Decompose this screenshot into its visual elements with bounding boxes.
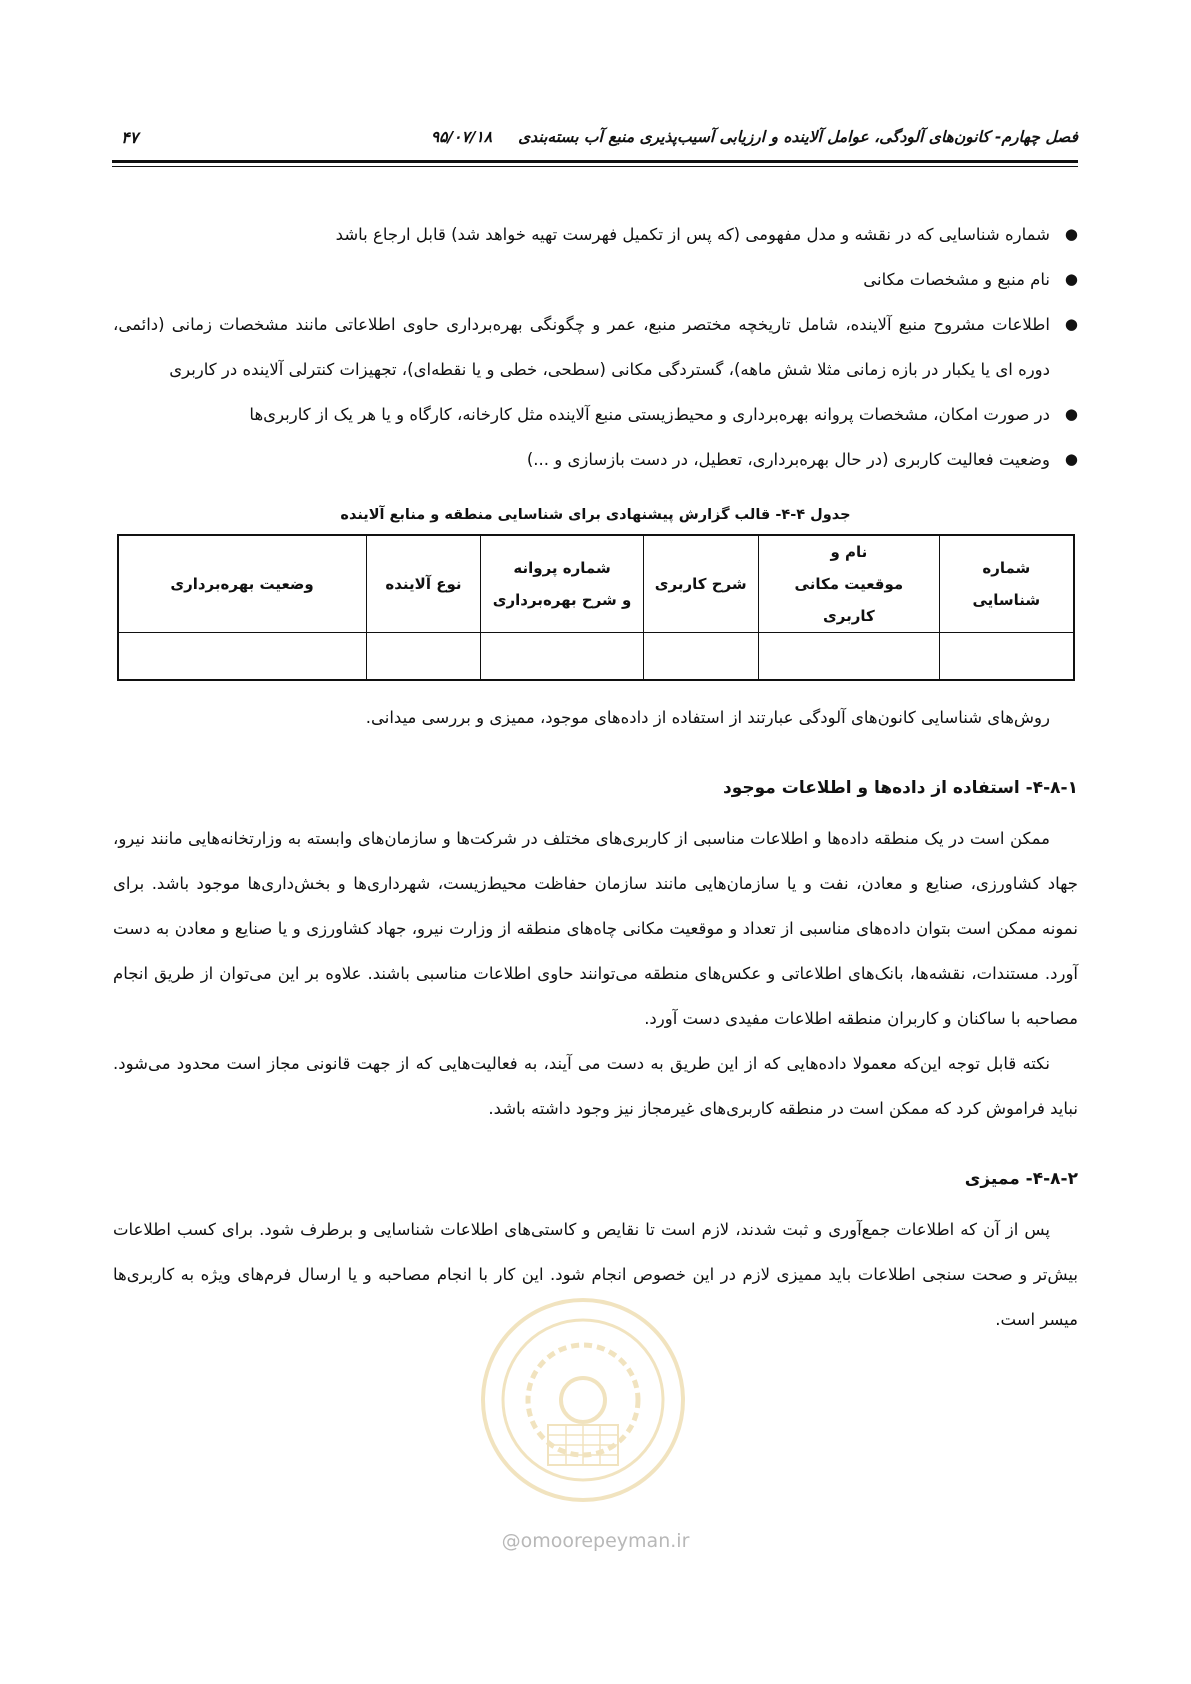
report-template-table xyxy=(117,534,1075,681)
list-item xyxy=(113,437,1078,482)
header-line: و شرح بهره‌برداری xyxy=(492,591,632,609)
watermark-url: @omoorepeyman.ir xyxy=(501,1530,690,1552)
bullet-icon: ● xyxy=(1064,270,1078,288)
table-header-row xyxy=(118,535,1074,633)
list-item xyxy=(113,302,1078,392)
header-title-text: فصل چهارم- کانون‌های آلودگی، عوامل آلاینده و ارزیابی آسیب‌پذیری منبع آب بسته‌بندی xyxy=(518,128,1078,146)
paragraph: نکته قابل توجه این‌که معمولا داده‌هایی که از این طریق به دست می آیند، به فعالیت‌هایی که از جهت قانونی مجاز است محدود می‌شود. نباید فراموش کرد که ممکن است در منطقه کاربری‌های غیرمجاز نیز وجود داشته باشد. xyxy=(113,1054,1078,1118)
header-rule-thick xyxy=(112,160,1078,163)
header-line: شماره پروانه xyxy=(513,559,611,577)
table-cell xyxy=(643,633,758,681)
header-line: نوع آلاینده xyxy=(385,575,462,593)
header-line: وضعیت بهره‌برداری xyxy=(170,575,314,593)
page-number: ۴۷ xyxy=(121,128,139,147)
table-caption: جدول ۴-۴- قالب گزارش پیشنهادی برای شناسایی منطقه و منابع آلاینده xyxy=(340,507,851,523)
header-line: موقعیت مکانی کاربری xyxy=(794,575,904,625)
header-line: شماره شناسایی xyxy=(972,559,1041,609)
bullet-icon: ● xyxy=(1064,225,1078,243)
list-item-text: در صورت امکان، مشخصات پروانه بهره‌برداری و محیط‌زیستی منبع آلاینده مثل کارخانه، کارگاه و یا هر یک از کاربری‌ها xyxy=(249,405,1050,424)
list-item xyxy=(113,392,1078,437)
section-heading-existing-data: ۴-۸-۱- استفاده از داده‌ها و اطلاعات موجود xyxy=(723,778,1078,798)
table-cell xyxy=(118,633,367,681)
section-heading-audit: ۴-۸-۲- ممیزی xyxy=(964,1169,1078,1189)
bullet-icon: ● xyxy=(1064,450,1078,468)
bullet-icon: ● xyxy=(1064,315,1078,333)
list-item-text: وضعیت فعالیت کاربری (در حال بهره‌برداری، تعطیل، در دست بازسازی و ...) xyxy=(526,450,1050,469)
header-title xyxy=(431,128,1078,146)
header-line: نام و xyxy=(830,543,868,561)
table-cell xyxy=(940,633,1074,681)
table-cell xyxy=(758,633,940,681)
list-item-text: شماره شناسایی که در نقشه و مدل مفهومی (که پس از تکمیل فهرست تهیه خواهد شد) قابل ارجاع باشد xyxy=(335,225,1050,244)
header-date: ۹۵/۰۷/۱۸ xyxy=(430,128,493,146)
list-item-text: نام منبع و مشخصات مکانی xyxy=(863,270,1050,289)
paragraph: پس از آن که اطلاعات جمع‌آوری و ثبت شدند، لازم است تا نقایص و کاستی‌های اطلاعات شناسایی و برطرف شود. برای کسب اطلاعات بیش‌تر و صحت سنجی اطلاعات باید ممیزی لازم در این خصوص انجام شود. این کار با انجام مصاحبه و یا ارسال فرم‌های ویژه به کاربری‌ها میسر است. xyxy=(113,1220,1078,1329)
column-header-name-location xyxy=(758,535,940,633)
intro-sentence: روش‌های شناسایی کانون‌های آلودگی عبارتند از استفاده از داده‌های موجود، ممیزی و بررسی میدانی. xyxy=(365,708,1050,727)
page-header xyxy=(113,128,1078,158)
column-header-status xyxy=(118,535,367,633)
column-header-license xyxy=(481,535,644,633)
header-line: شرح کاربری xyxy=(654,575,747,593)
table-cell xyxy=(481,633,644,681)
table-row xyxy=(118,633,1074,681)
list-item-text: اطلاعات مشروح منبع آلاینده، شامل تاریخچه مختصر منبع، عمر و چگونگی بهره‌برداری حاوی اطلاعاتی مانند مشخصات زمانی (دائمی، دوره ای یا یکبار در بازه زمانی مثلا شش ماهه)، گستردگی مکانی (سطحی، خطی و یا نقطه‌ای)، تجهیزات کنترلی آلاینده در کاربری xyxy=(113,315,1050,379)
list-item xyxy=(113,257,1078,302)
column-header-id xyxy=(940,535,1074,633)
bullet-icon: ● xyxy=(1064,405,1078,423)
table-cell xyxy=(366,633,481,681)
paragraph: ممکن است در یک منطقه داده‌ها و اطلاعات مناسبی از کاربری‌های مختلف در شرکت‌ها و سازمان‌های وابسته به وزارتخانه‌هایی مانند نیرو، جهاد کشاورزی، صنایع و معادن، نفت و یا سازمان‌هایی مانند سازمان حفاظت محیط‌زیست، شهرداری‌ها و بخش‌داری‌ها موجود باشد. برای نمونه ممکن است بتوان داده‌های مناسبی از تعداد و موقعیت مکانی چاه‌های منطقه از وزارت نیرو، جهاد کشاورزی و یا صنایع و معادن به دست آورد. مستندات، نقشه‌ها، بانک‌های اطلاعاتی و عکس‌های منطقه می‌توانند حاوی اطلاعات مناسبی باشند. علاوه بر این می‌توان از طریق انجام مصاحبه با ساکنان و کاربران منطقه اطلاعات مفیدی دست آورد. xyxy=(113,829,1078,1028)
column-header-pollutant-type xyxy=(366,535,481,633)
list-item xyxy=(113,212,1078,257)
header-rule-thin xyxy=(112,166,1078,167)
bullet-list xyxy=(113,212,1078,482)
page-content xyxy=(113,212,1078,1342)
column-header-usage xyxy=(643,535,758,633)
